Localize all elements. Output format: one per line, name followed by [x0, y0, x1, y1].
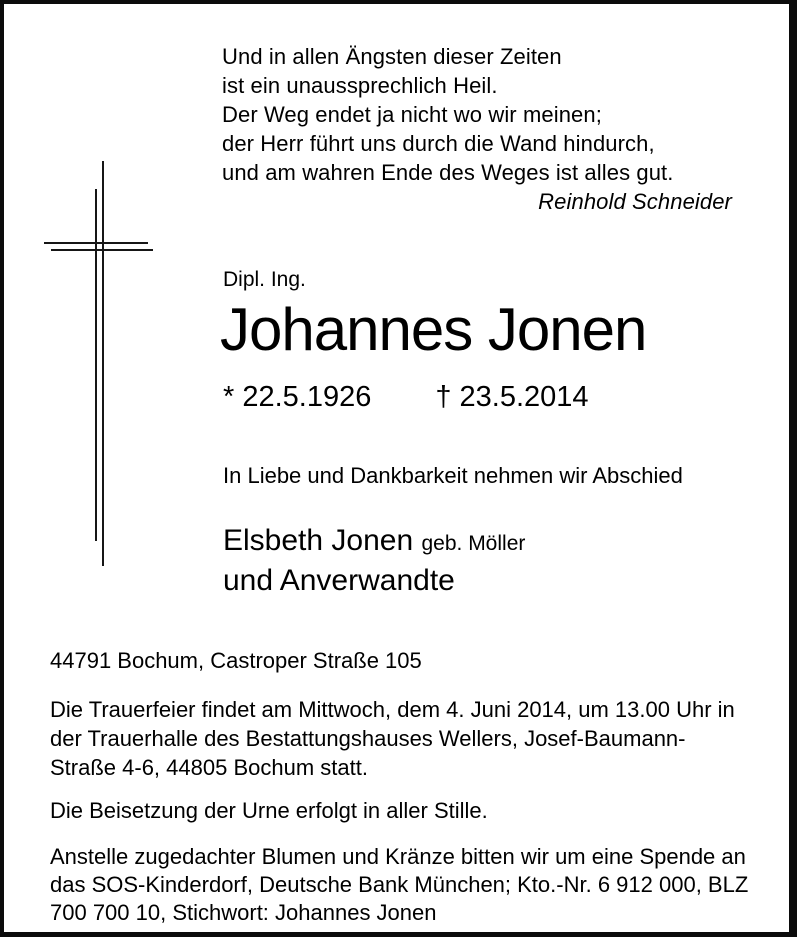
poem-block [222, 42, 734, 216]
mourners-block [223, 522, 525, 599]
deceased-title: Dipl. Ing. [223, 268, 306, 291]
death-date: † 23.5.2014 [435, 381, 589, 413]
poem-attribution: Reinhold Schneider [538, 189, 732, 214]
farewell-line: In Liebe und Dankbarkeit nehmen wir Abschied [223, 463, 683, 488]
cross-horizontal-line [51, 249, 153, 251]
donation-info-paragraph: Anstelle zugedachter Blumen und Kränze bitten wir um eine Spende an das SOS-Kinderdorf, Deutsche Bank München; Kto.-Nr. 6 912 000, BLZ 700 700 10, Stichwort: Johannes Jonen [50, 844, 749, 925]
deceased-name: Johannes Jonen [220, 296, 647, 363]
funeral-info-paragraph: Die Trauerfeier findet am Mittwoch, dem 4. Juni 2014, um 13.00 Uhr in der Trauerhalle des Bestattungshauses Wellers, Josef-Baumann-Straße 4-6, 44805 Bochum statt. [50, 697, 735, 780]
mourner-maiden-name: geb. Möller [421, 532, 526, 555]
mourner-primary-line [223, 522, 525, 562]
life-dates [223, 383, 589, 412]
mourner-primary-name: Elsbeth Jonen [223, 524, 414, 557]
poem-line: der Herr führt uns durch die Wand hindurch, [222, 131, 655, 156]
poem-line: und am wahren Ende des Weges ist alles gut. [222, 160, 674, 185]
cross-horizontal-line [44, 242, 148, 244]
mourner-secondary-line: und Anverwandte [223, 564, 455, 597]
birth-date: * 22.5.1926 [223, 381, 372, 413]
poem-line: Und in allen Ängsten dieser Zeiten [222, 44, 562, 69]
burial-info-paragraph: Die Beisetzung der Urne erfolgt in aller Stille. [50, 798, 488, 823]
cross-vertical-line [102, 161, 104, 566]
poem-line: ist ein unaussprechlich Heil. [222, 73, 498, 98]
address-line: 44791 Bochum, Castroper Straße 105 [50, 648, 422, 673]
poem-line: Der Weg endet ja nicht wo wir meinen; [222, 102, 602, 127]
